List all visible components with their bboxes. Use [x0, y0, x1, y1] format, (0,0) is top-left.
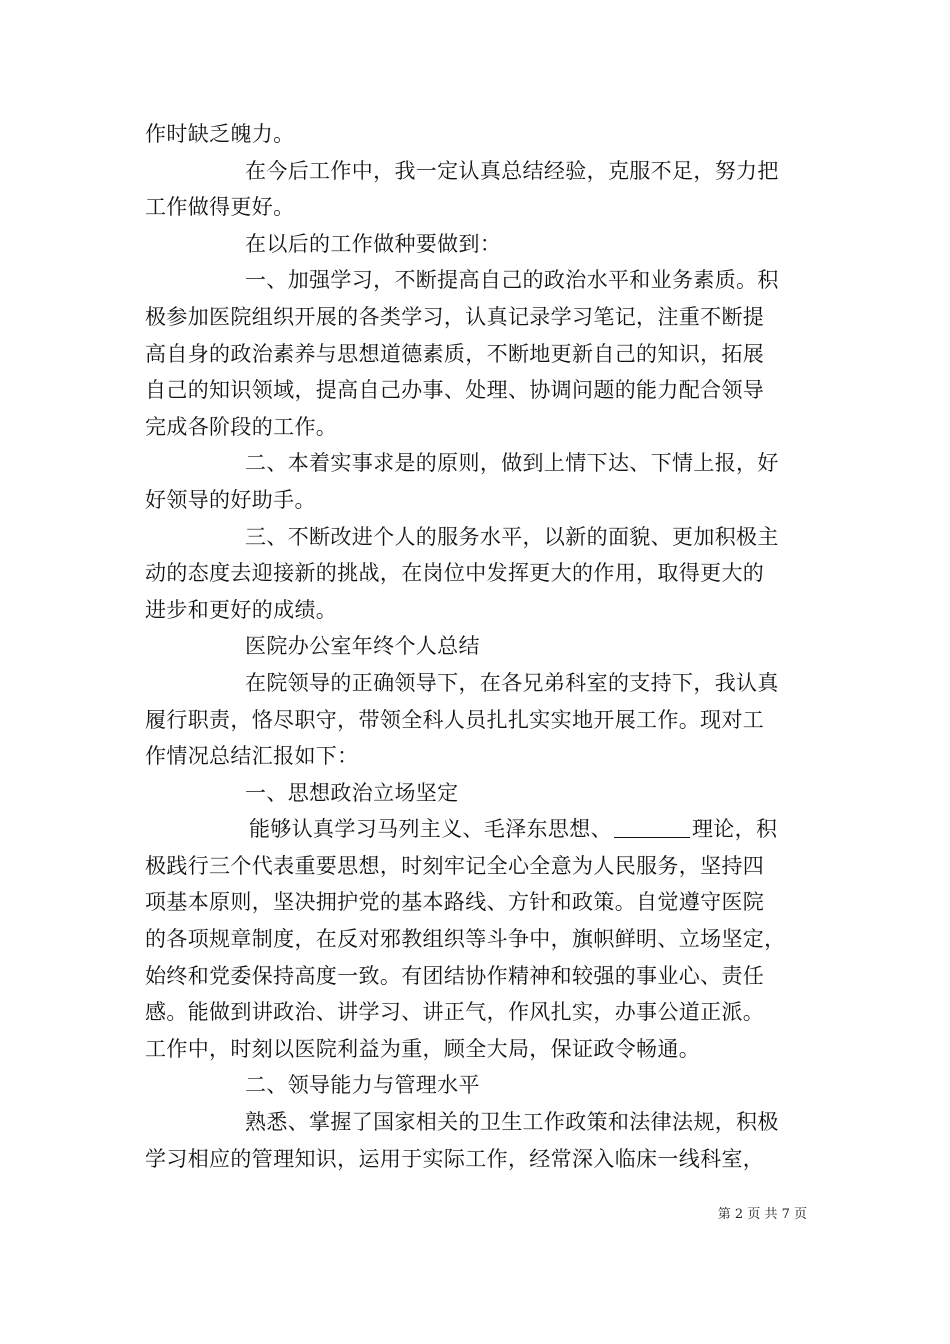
page-number: 第 2 页 共 7 页: [717, 1207, 807, 1222]
text-line: 作时缺乏魄力。: [145, 122, 295, 146]
document-body: [145, 116, 815, 1177]
text-line: 一、加强学习，不断提高自己的政治水平和业务素质。积: [245, 268, 779, 293]
blank-line-after: 理论，积: [691, 817, 778, 842]
section-title: 医院办公室年终个人总结: [245, 634, 480, 659]
text-line: 进步和更好的成绩。: [145, 597, 338, 622]
text-line-with-blank: [145, 811, 815, 848]
text-line: 学习相应的管理知识，运用于实际工作，经常深入临床一线科室，: [145, 1146, 765, 1171]
text-line: 好领导的好助手。: [145, 487, 316, 512]
text-line: 动的态度去迎接新的挑战，在岗位中发挥更大的作用，取得更大的: [145, 561, 765, 586]
text-line: 感。能做到讲政治、讲学习、讲正气，作风扎实，办事公道正派。: [145, 1000, 765, 1025]
text-line: 完成各阶段的工作。: [145, 414, 338, 439]
text-line: 在今后工作中，我一定认真总结经验，克服不足，努力把: [245, 158, 779, 183]
text-line: 三、不断改进个人的服务水平，以新的面貌、更加积极主: [245, 524, 779, 549]
text-line: 工作做得更好。: [145, 195, 295, 220]
text-line: 在以后的工作做种要做到：: [245, 231, 502, 256]
blank-line-before: 能够认真学习马列主义、毛泽东思想、: [249, 817, 612, 842]
text-line: 的各项规章制度，在反对邪教组织等斗争中，旗帜鲜明、立场坚定，: [145, 927, 786, 952]
text-line: 高自身的政治素养与思想道德素质，不断地更新自己的知识，拓展: [145, 341, 765, 366]
text-line: 极践行三个代表重要思想，时刻牢记全心全意为人民服务，坚持四: [145, 853, 765, 878]
text-line: 始终和党委保持高度一致。有团结协作精神和较强的事业心、责任: [145, 963, 765, 988]
text-line: 二、本着实事求是的原则，做到上情下达、下情上报，好: [245, 451, 779, 476]
text-line: 熟悉、掌握了国家相关的卫生工作政策和法律法规，积极: [245, 1110, 779, 1135]
text-line: 项基本原则，坚决拥护党的基本路线、方针和政策。自觉遵守医院: [145, 890, 765, 915]
section-heading: 二、领导能力与管理水平: [245, 1073, 480, 1098]
text-line: 自己的知识领域，提高自己办事、处理、协调问题的能力配合领导: [145, 378, 765, 403]
text-line: 作情况总结汇报如下：: [145, 744, 359, 769]
text-line: 在院领导的正确领导下，在各兄弟科室的支持下，我认真: [245, 670, 779, 695]
text-line: 工作中，时刻以医院利益为重，顾全大局，保证政令畅通。: [145, 1036, 701, 1061]
fill-in-blank: [614, 817, 690, 838]
text-line: 履行职责，恪尽职守，带领全科人员扎扎实实地开展工作。现对工: [145, 707, 765, 732]
text-line: 极参加医院组织开展的各类学习，认真记录学习笔记，注重不断提: [145, 304, 765, 329]
section-heading: 一、思想政治立场坚定: [245, 780, 459, 805]
